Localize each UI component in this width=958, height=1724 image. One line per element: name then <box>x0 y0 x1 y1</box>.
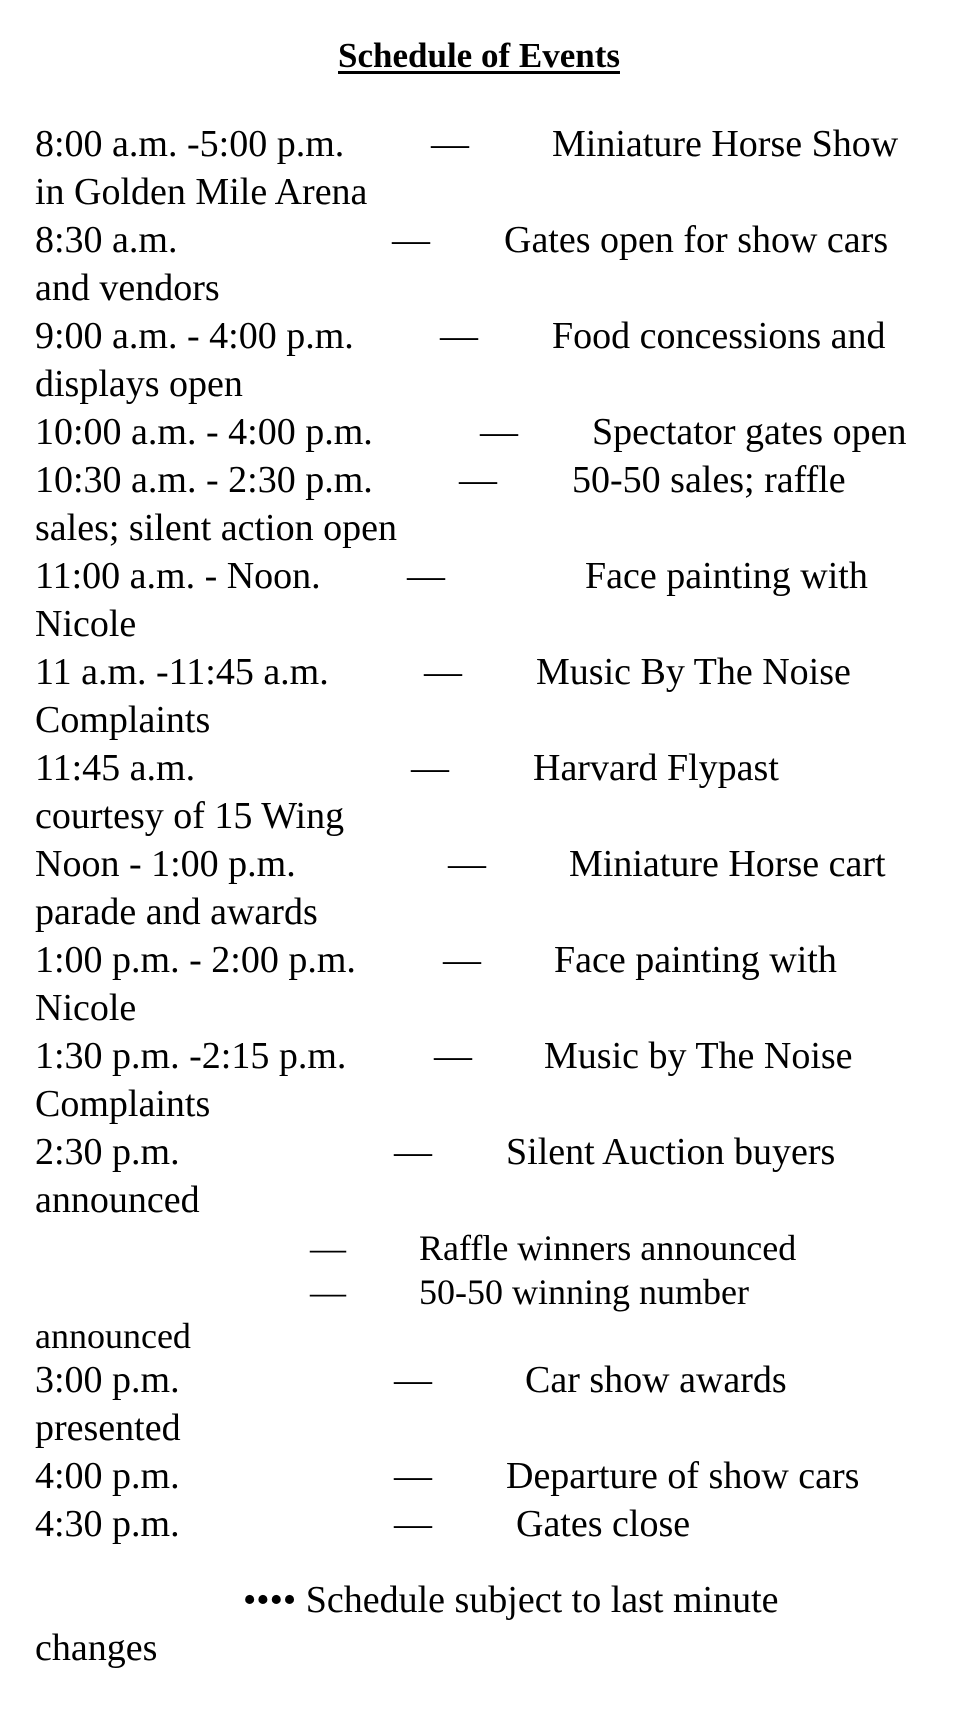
event-description: Spectator gates open <box>592 411 907 453</box>
event-description: Harvard Flypast <box>533 747 779 789</box>
schedule-entry <box>35 744 935 792</box>
schedule-entry-continuation <box>35 264 935 312</box>
event-dash: — <box>443 939 481 981</box>
schedule-entry <box>35 408 935 456</box>
event-description: Miniature Horse Show <box>552 123 899 165</box>
footer-note-text-continued: changes <box>35 1627 158 1669</box>
event-dash: — <box>459 459 497 501</box>
event-description: Food concessions and <box>552 315 886 357</box>
event-dash: — <box>448 843 486 885</box>
event-time: 8:30 a.m. <box>35 219 178 261</box>
event-description: Silent Auction buyers <box>506 1131 836 1173</box>
event-dash: — <box>480 411 518 453</box>
event-description: Raffle winners announced <box>419 1228 797 1268</box>
event-description: Face painting with <box>554 939 837 981</box>
event-time: 11 a.m. -11:45 a.m. <box>35 651 329 693</box>
schedule-entry-continuation <box>35 1312 935 1356</box>
event-dash: — <box>434 1035 472 1077</box>
event-dash: — <box>431 123 469 165</box>
event-dash: — <box>394 1455 432 1497</box>
schedule-body <box>35 120 935 1672</box>
schedule-entry <box>35 1128 935 1176</box>
event-time: 4:00 p.m. <box>35 1455 180 1497</box>
event-description-continued: Complaints <box>35 699 211 741</box>
schedule-entry <box>35 1452 935 1500</box>
event-description-continued: announced <box>35 1316 191 1356</box>
schedule-entry <box>35 216 935 264</box>
event-time: 11:00 a.m. - Noon. <box>35 555 321 597</box>
schedule-entry-continuation <box>35 1080 935 1128</box>
schedule-entry-continuation <box>35 360 935 408</box>
event-dash: — <box>310 1228 346 1268</box>
event-description: Gates open for show cars <box>504 219 889 261</box>
schedule-entry <box>35 456 935 504</box>
event-description-continued: and vendors <box>35 267 220 309</box>
event-dash: — <box>411 747 449 789</box>
event-dash: — <box>392 219 430 261</box>
event-description-continued: sales; silent action open <box>35 507 397 549</box>
event-description: Car show awards <box>525 1359 787 1401</box>
footer-note <box>35 1576 935 1624</box>
schedule-entry-continuation <box>35 600 935 648</box>
schedule-entry <box>35 840 935 888</box>
event-description-continued: courtesy of 15 Wing <box>35 795 345 837</box>
event-time: 8:00 a.m. -5:00 p.m. <box>35 123 345 165</box>
event-dash: — <box>440 315 478 357</box>
event-description: Departure of show cars <box>506 1455 860 1497</box>
schedule-entry <box>35 1500 935 1548</box>
event-description: Face painting with <box>585 555 868 597</box>
event-description: Gates close <box>516 1503 691 1545</box>
schedule-entry <box>35 648 935 696</box>
schedule-entry-continuation <box>35 792 935 840</box>
schedule-entry-continuation <box>35 504 935 552</box>
event-time: 3:00 p.m. <box>35 1359 180 1401</box>
footer-note-continuation <box>35 1624 935 1672</box>
event-description: 50-50 sales; raffle <box>572 459 846 501</box>
event-description-continued: announced <box>35 1179 200 1221</box>
event-time: 9:00 a.m. - 4:00 p.m. <box>35 315 354 357</box>
footer-note-text: •••• Schedule subject to last minute <box>243 1579 779 1621</box>
page-title: Schedule of Events <box>338 36 620 75</box>
event-description-continued: Complaints <box>35 1083 211 1125</box>
event-description-continued: Nicole <box>35 603 137 645</box>
schedule-entry <box>35 1268 935 1312</box>
event-description: Music by The Noise <box>544 1035 853 1077</box>
event-description-continued: parade and awards <box>35 891 318 933</box>
event-dash: — <box>394 1131 432 1173</box>
event-dash: — <box>394 1503 432 1545</box>
schedule-entry <box>35 1224 935 1268</box>
event-description-continued: Nicole <box>35 987 137 1029</box>
schedule-entry <box>35 120 935 168</box>
event-description-continued: displays open <box>35 363 243 405</box>
event-dash: — <box>394 1359 432 1401</box>
event-description: 50-50 winning number <box>419 1272 749 1312</box>
schedule-entry-continuation <box>35 1404 935 1452</box>
event-time: 1:00 p.m. - 2:00 p.m. <box>35 939 356 981</box>
event-time: 2:30 p.m. <box>35 1131 180 1173</box>
event-time: 1:30 p.m. -2:15 p.m. <box>35 1035 347 1077</box>
schedule-entry-continuation <box>35 1176 935 1224</box>
event-description: Miniature Horse cart <box>569 843 886 885</box>
event-time: 10:00 a.m. - 4:00 p.m. <box>35 411 373 453</box>
schedule-entry-continuation <box>35 984 935 1032</box>
event-dash: — <box>310 1272 346 1312</box>
schedule-entry <box>35 312 935 360</box>
event-description: Music By The Noise <box>536 651 851 693</box>
schedule-entry <box>35 1032 935 1080</box>
schedule-entry <box>35 936 935 984</box>
schedule-entry-continuation <box>35 696 935 744</box>
event-time: 10:30 a.m. - 2:30 p.m. <box>35 459 373 501</box>
event-time: 11:45 a.m. <box>35 747 196 789</box>
schedule-entry <box>35 552 935 600</box>
event-dash: — <box>407 555 445 597</box>
event-time: Noon - 1:00 p.m. <box>35 843 296 885</box>
schedule-entry-continuation <box>35 888 935 936</box>
event-description-continued: in Golden Mile Arena <box>35 171 368 213</box>
event-description-continued: presented <box>35 1407 181 1449</box>
schedule-entry <box>35 1356 935 1404</box>
event-time: 4:30 p.m. <box>35 1503 180 1545</box>
event-dash: — <box>424 651 462 693</box>
schedule-entry-continuation <box>35 168 935 216</box>
